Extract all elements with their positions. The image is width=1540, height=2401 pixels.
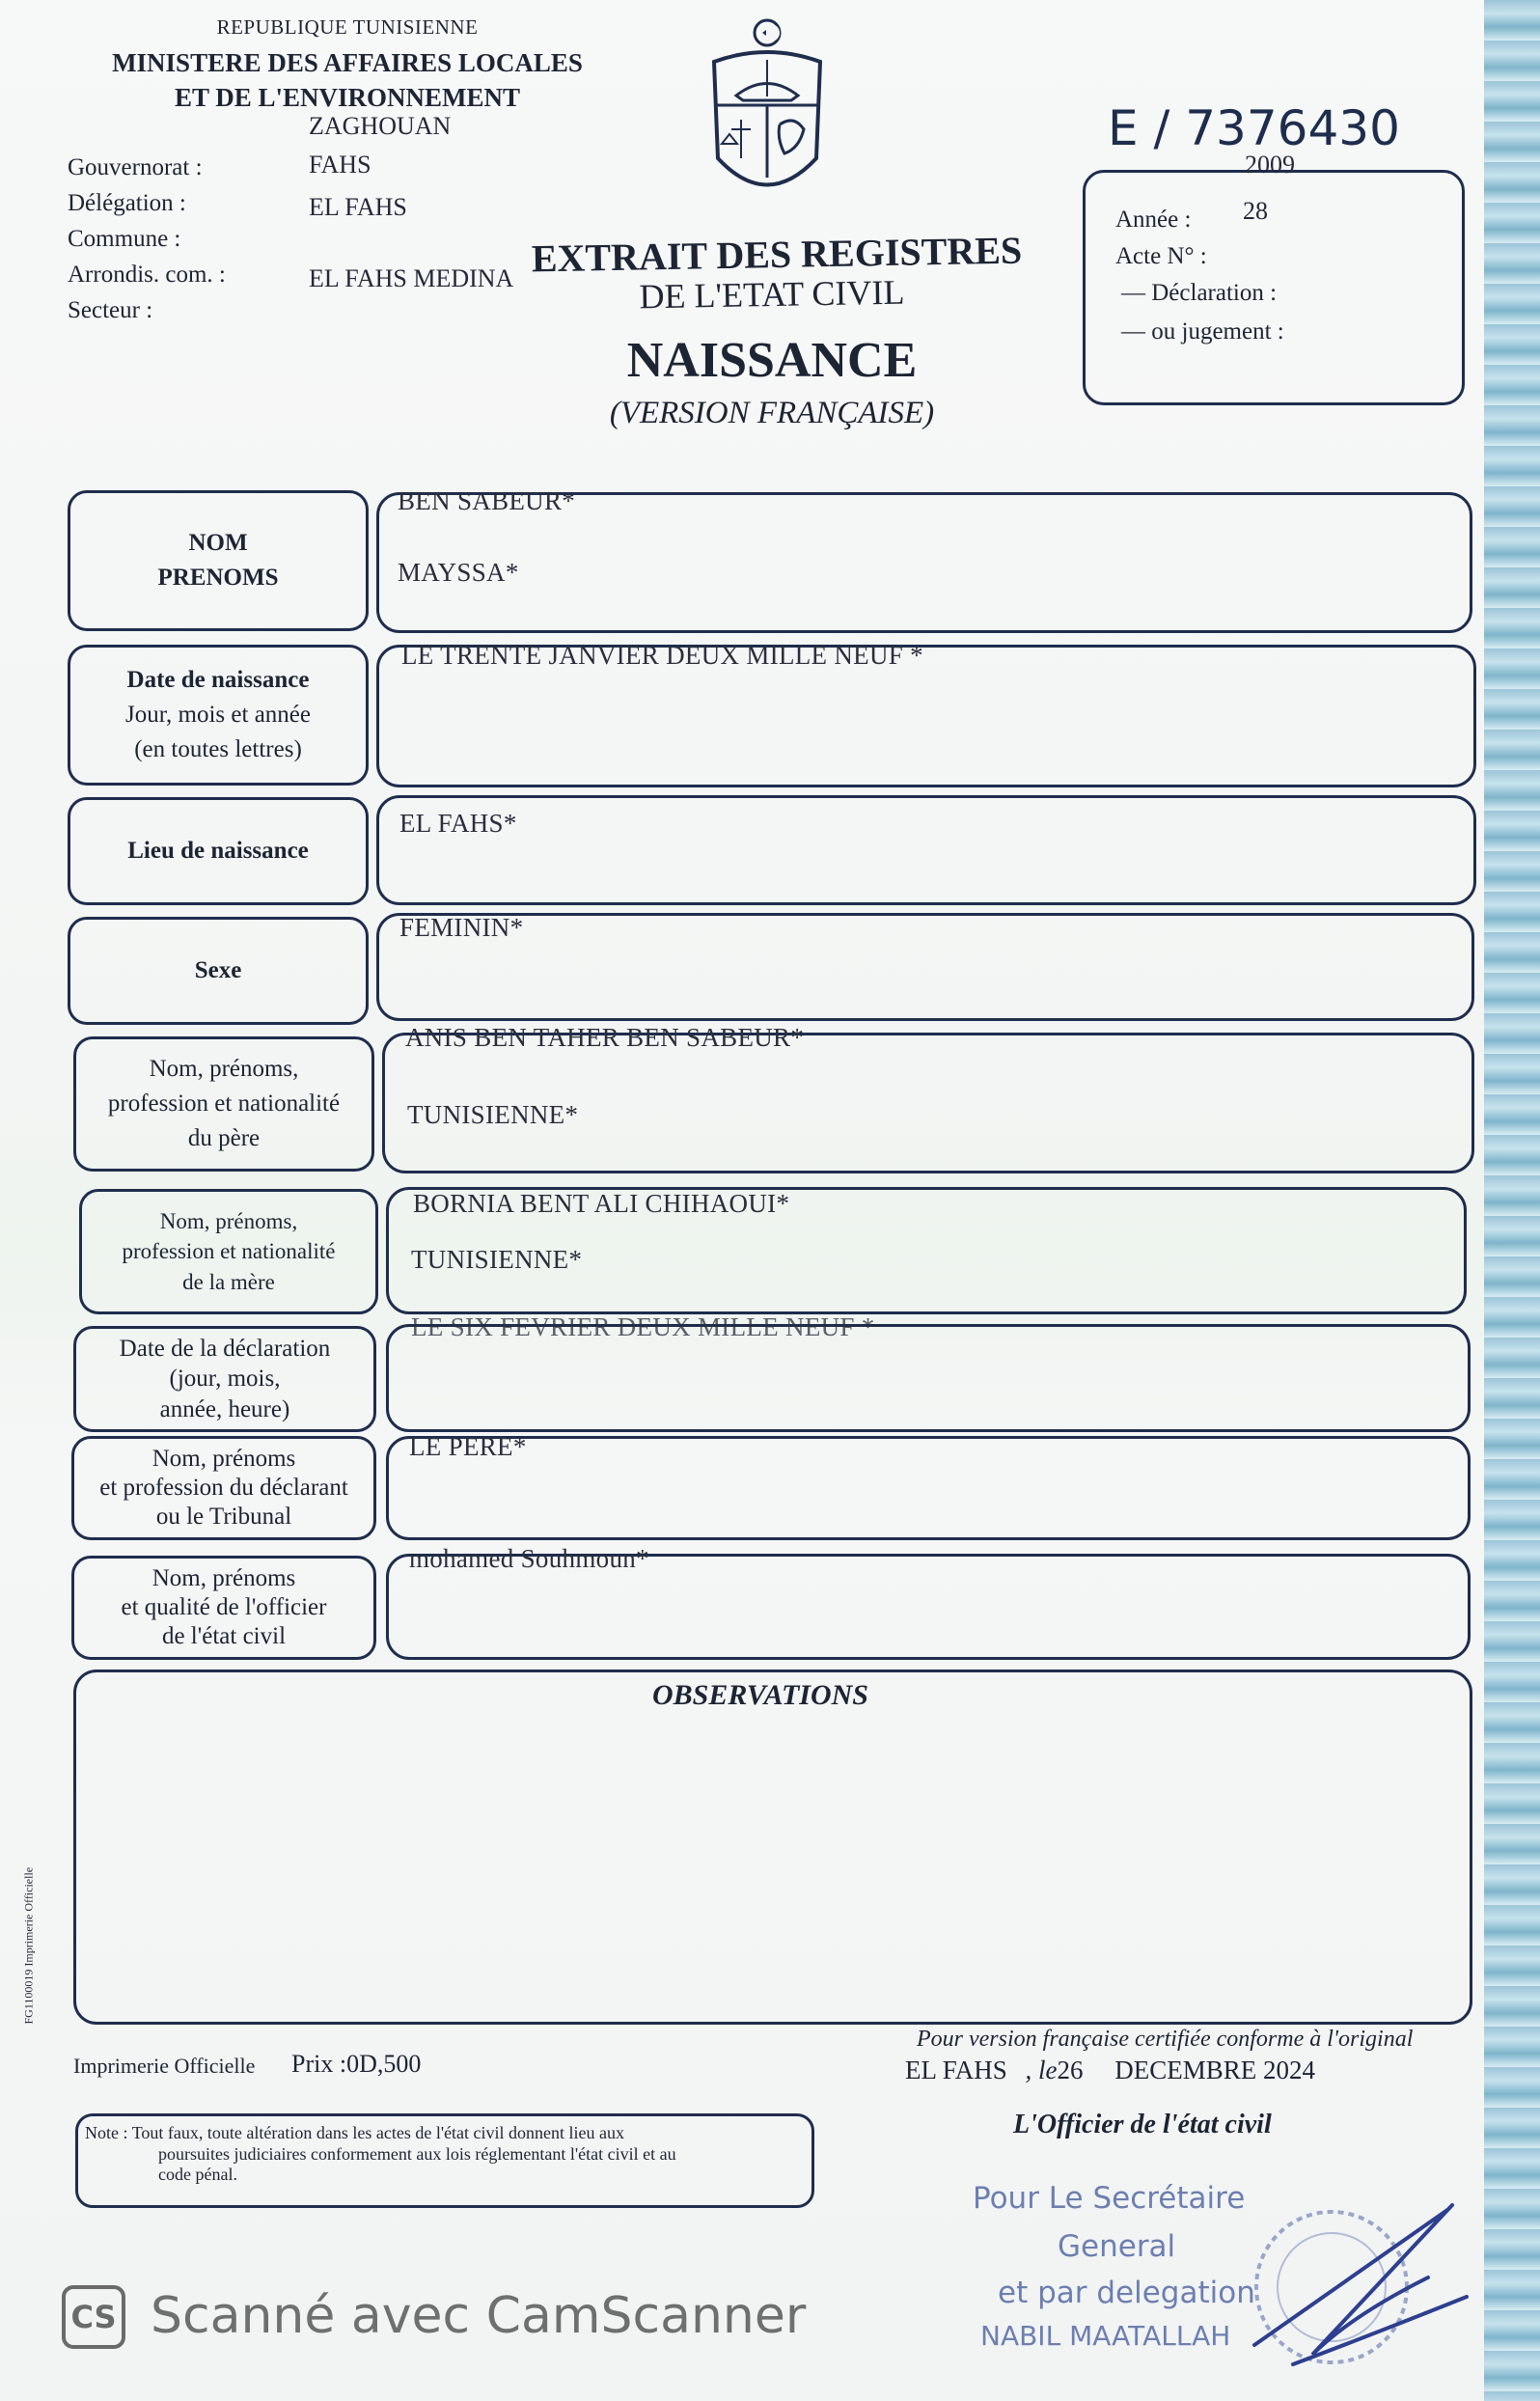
- certifie-text: Pour version française certifiée conforme à l'original: [917, 2027, 1414, 2052]
- pere-label: [73, 1036, 374, 1172]
- stamp-line3: et par delegation: [998, 2276, 1255, 2310]
- imprimerie-label: Imprimerie Officielle: [73, 2054, 256, 2078]
- prenoms-value: MAYSSA*: [398, 558, 519, 587]
- declarant-label-1: Nom, prénoms: [151, 1446, 296, 1472]
- signature-and-seal-icon: [1235, 2171, 1486, 2384]
- mere-label-1: Nom, prénoms,: [159, 1209, 298, 1234]
- declarant-label-2: et profession du déclarant: [99, 1475, 348, 1501]
- declarant-label: [71, 1436, 376, 1540]
- footer-jour: 26: [1057, 2056, 1084, 2084]
- annee-label: Année :: [1115, 207, 1192, 233]
- commune-label: Commune :: [68, 226, 181, 252]
- declaration-label: — Déclaration :: [1121, 280, 1278, 306]
- officier-label-1: Nom, prénoms: [151, 1565, 296, 1591]
- footer-lieu: EL FAHS: [905, 2056, 1007, 2084]
- title-etat-civil: DE L'ETAT CIVIL: [639, 272, 905, 317]
- stamp-line1: Pour Le Secrétaire: [973, 2181, 1246, 2216]
- date-label-3: (en toutes lettres): [134, 736, 302, 763]
- officier-label-3: de l'état civil: [161, 1623, 287, 1649]
- officier-label: [71, 1556, 376, 1660]
- sexe-value: FEMININ*: [399, 913, 524, 942]
- acte-value: 28: [1243, 197, 1268, 225]
- observations-title: OBSERVATIONS: [652, 1679, 868, 1711]
- annee-value: 2009: [1245, 151, 1295, 179]
- side-print: FG1100019 Imprimerie Officielle: [21, 1866, 36, 2025]
- decl-label-2: (jour, mois,: [169, 1366, 281, 1393]
- commune-value: EL FAHS: [309, 193, 407, 221]
- observations-box: [73, 1670, 1472, 2025]
- nom-value: BEN SABEUR*: [398, 486, 576, 515]
- secteur-label: Secteur :: [68, 297, 153, 323]
- note-line-1: Tout faux, toute altération dans les actes de l'état civil donnent lieu aux: [131, 2123, 625, 2142]
- date-label-1: Date de naissance: [126, 666, 310, 693]
- title-version: (VERSION FRANÇAISE): [609, 396, 935, 430]
- date-naissance-label: [68, 645, 369, 786]
- ministry-line2: ET DE L'ENVIRONNEMENT: [174, 83, 521, 112]
- acte-label: Acte N° :: [1115, 243, 1207, 269]
- officier-title: L'Officier de l'état civil: [1013, 2110, 1272, 2139]
- ministry-line1: MINISTERE DES AFFAIRES LOCALES: [112, 48, 583, 77]
- nom-label: NOM: [188, 529, 248, 556]
- camscanner-logo-icon: CS: [62, 2285, 125, 2349]
- date-naissance-value: LE TRENTE JANVIER DEUX MILLE NEUF *: [401, 641, 923, 670]
- date-label-2: Jour, mois et année: [124, 701, 311, 728]
- jugement-label: — ou jugement :: [1121, 318, 1284, 345]
- decorative-border: [1484, 0, 1540, 2401]
- arrondis-value: EL FAHS MEDINA: [309, 264, 514, 292]
- footer-mois-annee: DECEMBRE 2024: [1114, 2056, 1316, 2084]
- camscanner-watermark: Scanné avec CamScanner: [151, 2287, 807, 2345]
- mere-label: [79, 1189, 378, 1314]
- pere-value-2: TUNISIENNE*: [407, 1100, 579, 1129]
- decl-label-3: année, heure): [159, 1395, 290, 1422]
- title-extrait: EXTRAIT DES REGISTRES: [531, 228, 1023, 281]
- tunisia-coat-of-arms-icon: [702, 14, 832, 216]
- lieu-naissance-value: EL FAHS*: [399, 809, 517, 838]
- note-text: [85, 2123, 676, 2186]
- declarant-label-3: ou le Tribunal: [155, 1504, 292, 1530]
- nom-prenoms-label: [68, 490, 369, 631]
- declarant-field: [386, 1436, 1471, 1540]
- declaration-date-label: [73, 1326, 376, 1432]
- lieu-naissance-label: Lieu de naissance: [68, 797, 369, 905]
- arrondis-label: Arrondis. com. :: [68, 262, 226, 288]
- note-line-2: poursuites judiciaires conformement aux lois réglementant l'état civil et au: [158, 2143, 676, 2164]
- declarant-value: LE PERE*: [409, 1432, 527, 1461]
- republic-header: REPUBLIQUE TUNISIENNE: [216, 15, 479, 39]
- mere-label-3: de la mère: [182, 1269, 275, 1294]
- sexe-field: [376, 913, 1474, 1021]
- officier-label-2: et qualité de l'officier: [121, 1594, 327, 1620]
- sexe-label: Sexe: [68, 917, 369, 1025]
- note-label: Note :: [85, 2123, 128, 2142]
- footer-le: , le: [1025, 2056, 1058, 2084]
- gouvernorat-label: Gouvernorat :: [68, 154, 203, 180]
- decl-label-1: Date de la déclaration: [119, 1336, 331, 1363]
- mere-value-2: TUNISIENNE*: [411, 1245, 583, 1274]
- note-line-3: code pénal.: [158, 2165, 237, 2185]
- pere-label-1: Nom, prénoms,: [149, 1055, 299, 1082]
- declaration-date-value: LE SIX FEVRIER DEUX MILLE NEUF *: [411, 1312, 875, 1341]
- mere-value-1: BORNIA BENT ALI CHIHAOUI*: [413, 1189, 790, 1218]
- pere-label-2: profession et nationalité: [107, 1090, 341, 1117]
- pere-label-3: du père: [187, 1125, 261, 1152]
- date-footer: [905, 2056, 1315, 2085]
- stamp-line2: General: [1058, 2229, 1176, 2264]
- lieu-naissance-field: [376, 795, 1476, 905]
- prenoms-label: PRENOMS: [157, 565, 279, 591]
- delegation-value: FAHS: [309, 151, 371, 179]
- serial-number: E / 7376430: [1108, 100, 1400, 156]
- mere-label-2: profession et nationalité: [122, 1239, 336, 1264]
- prix-label: Prix :0D,500: [291, 2050, 422, 2078]
- title-naissance: NAISSANCE: [626, 333, 918, 388]
- pere-value-1: ANIS BEN TAHER BEN SABEUR*: [405, 1023, 805, 1052]
- delegation-label: Délégation :: [68, 190, 186, 216]
- officier-value: mohamed Souhmoun*: [409, 1544, 649, 1573]
- gouvernorat-value: ZAGHOUAN: [309, 112, 452, 140]
- stamp-line4: NABIL MAATALLAH: [980, 2320, 1231, 2352]
